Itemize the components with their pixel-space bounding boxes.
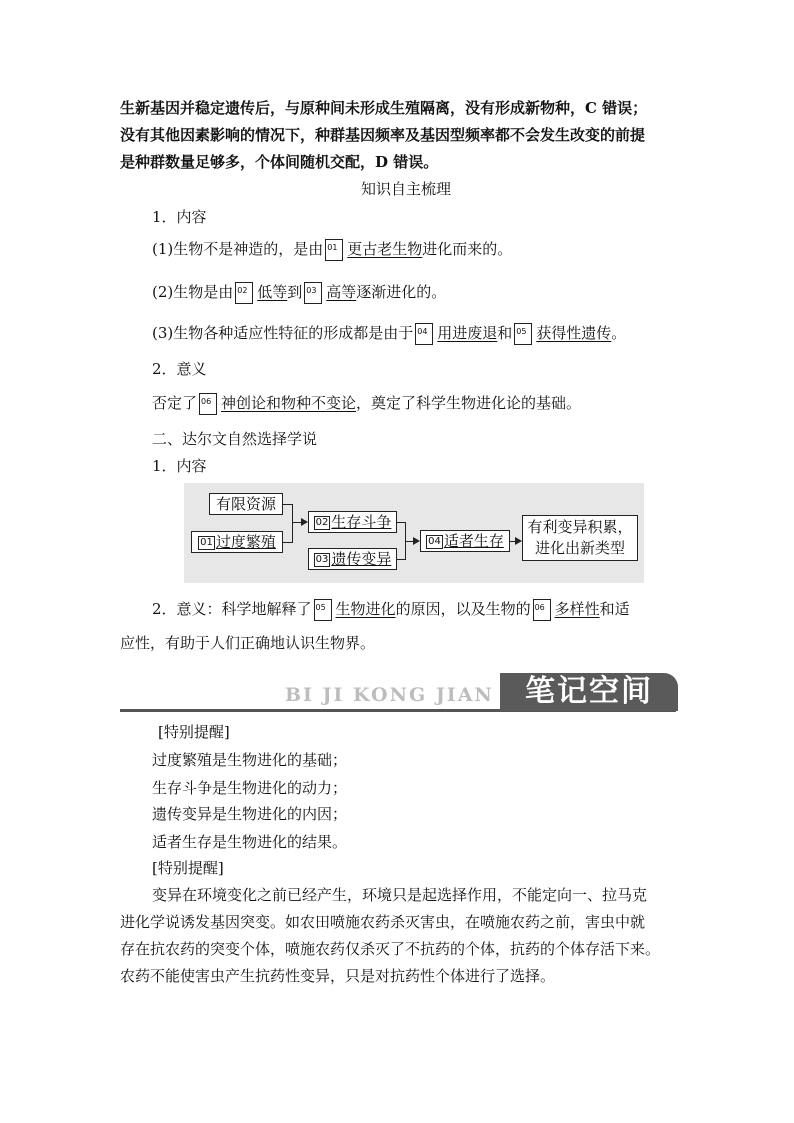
answer-text: 获得性遗传 bbox=[536, 324, 612, 342]
intro-line-2: 没有其他因素影响的情况下，种群基因频率及基因型频率都不会发生改变的前提 bbox=[120, 126, 646, 144]
arrow-icon bbox=[413, 537, 420, 545]
notes2-line: 农药不能使害虫产生抗药性变异，只是对抗药性个体进行了选择。 bbox=[120, 967, 556, 985]
result-line-2: 进化出新类型 bbox=[534, 539, 625, 557]
intro-line-3: 是种群数量足够多，个体间随机交配，D 错误。 bbox=[120, 153, 439, 171]
part1-heading: 1．内容 bbox=[152, 208, 207, 226]
item3-mid: 和 bbox=[497, 324, 513, 342]
part2-heading: 1．内容 bbox=[152, 457, 207, 475]
meaning-pre: 否定了 bbox=[152, 394, 198, 412]
section-title: 知识自主梳理 bbox=[361, 180, 452, 198]
item3 bbox=[152, 322, 626, 345]
item3-pre: (3)生物各种适应性特征的形成都是由于 bbox=[152, 324, 414, 342]
blank-number: 02 bbox=[237, 286, 248, 295]
part2-meaning-line-1 bbox=[152, 598, 630, 621]
answer-text: 用进废退 bbox=[437, 324, 498, 342]
step-text: 生存斗争 bbox=[331, 513, 392, 531]
meaning-mid: 的原因，以及生物的 bbox=[395, 600, 531, 618]
answer-text: 生物进化 bbox=[335, 600, 396, 618]
item3-post: 。 bbox=[611, 324, 627, 342]
step-text: 过度繁殖 bbox=[215, 533, 276, 551]
answer-text: 多样性 bbox=[554, 600, 600, 618]
blank-number: 03 bbox=[306, 286, 317, 295]
box-survival bbox=[420, 530, 510, 552]
box-over-breeding bbox=[191, 531, 283, 553]
answer-text: 更古老生物 bbox=[347, 240, 423, 258]
blank-number: 06 bbox=[201, 397, 212, 406]
answer-text: 高等 bbox=[326, 283, 357, 301]
banner-pinyin: BI JI KONG JIAN bbox=[285, 684, 494, 706]
box-variation bbox=[308, 548, 397, 570]
part1-heading-2: 2．意义 bbox=[152, 360, 207, 378]
result-line-1: 有利变异积累， bbox=[527, 518, 633, 536]
item1-post: 进化而来的。 bbox=[422, 240, 513, 258]
meaning-post: 和适 bbox=[599, 600, 630, 618]
item1 bbox=[152, 238, 512, 261]
arrow-icon bbox=[515, 537, 522, 545]
box-struggle bbox=[308, 511, 397, 533]
blank-number: 06 bbox=[534, 603, 545, 612]
connector-line bbox=[405, 541, 413, 542]
item2-post: 逐渐进化的。 bbox=[356, 283, 447, 301]
meaning-pre: 2．意义：科学地解释了 bbox=[152, 600, 312, 618]
notes2-line: 进化学说诱发基因突变。如农田喷施农药杀灭害虫，在喷施农药之前，害虫中就 bbox=[120, 913, 646, 931]
part2-meaning-line-2: 应性，有助于人们正确地认识生物界。 bbox=[120, 634, 376, 652]
notes1-line: 生存斗争是生物进化的动力； bbox=[152, 779, 348, 797]
blank-box bbox=[533, 599, 551, 621]
blank-box bbox=[325, 239, 343, 261]
notes2-line: 存在抗农药的突变个体，喷施农药仅杀灭了不抗药的个体，抗药的个体存活下来。 bbox=[120, 940, 661, 958]
step-text: 遗传变异 bbox=[331, 550, 392, 568]
notes2-label: [特别提醒] bbox=[152, 859, 224, 877]
connector-line bbox=[292, 522, 301, 523]
box-result bbox=[522, 515, 638, 561]
blank-box bbox=[199, 393, 217, 415]
step-number: 03 bbox=[315, 554, 329, 565]
step-text: 适者生存 bbox=[443, 532, 504, 550]
notes2-line: 变异在环境变化之前已经产生，环境只是起选择作用，不能定向一、拉马克 bbox=[152, 886, 648, 904]
item2-pre: (2)生物是由 bbox=[152, 283, 234, 301]
step-number: 04 bbox=[428, 536, 441, 547]
item2 bbox=[152, 281, 446, 304]
notes1-line: 遗传变异是生物进化的内因； bbox=[152, 805, 348, 823]
blank-box bbox=[235, 282, 253, 304]
blank-number: 05 bbox=[315, 603, 326, 612]
item2-mid: 到 bbox=[287, 283, 303, 301]
item1-pre: (1)生物不是神造的，是由 bbox=[152, 240, 324, 258]
part2-title: 二、达尔文自然选择学说 bbox=[152, 430, 318, 448]
answer-text: 低等 bbox=[257, 283, 288, 301]
blank-number: 05 bbox=[516, 327, 527, 336]
answer-text: 神创论和物种不变论 bbox=[221, 394, 357, 412]
notes1-line: 适者生存是生物进化的结果。 bbox=[152, 833, 348, 851]
blank-box bbox=[514, 323, 532, 345]
blank-number: 04 bbox=[417, 327, 428, 336]
blank-number: 01 bbox=[327, 243, 338, 252]
banner-title: 笔记空间 bbox=[500, 673, 678, 711]
notes1-line: 过度繁殖是生物进化的基础； bbox=[152, 751, 348, 769]
connector-line bbox=[292, 504, 293, 543]
notes1-label: [特别提醒] bbox=[158, 723, 230, 741]
arrow-icon bbox=[301, 518, 308, 526]
blank-box bbox=[304, 282, 322, 304]
meaning-line bbox=[152, 392, 581, 415]
step-number: 02 bbox=[315, 517, 329, 528]
step-number: 01 bbox=[200, 537, 213, 548]
meaning-post: ，奠定了科学生物进化论的基础。 bbox=[356, 394, 582, 412]
blank-box bbox=[314, 599, 332, 621]
natural-selection-diagram bbox=[184, 483, 644, 583]
blank-box bbox=[415, 323, 433, 345]
intro-line-1: 生新基因并稳定遗传后，与原种间未形成生殖隔离，没有形成新物种，C 错误； bbox=[120, 99, 648, 117]
box-limited-resources: 有限资源 bbox=[209, 493, 283, 515]
